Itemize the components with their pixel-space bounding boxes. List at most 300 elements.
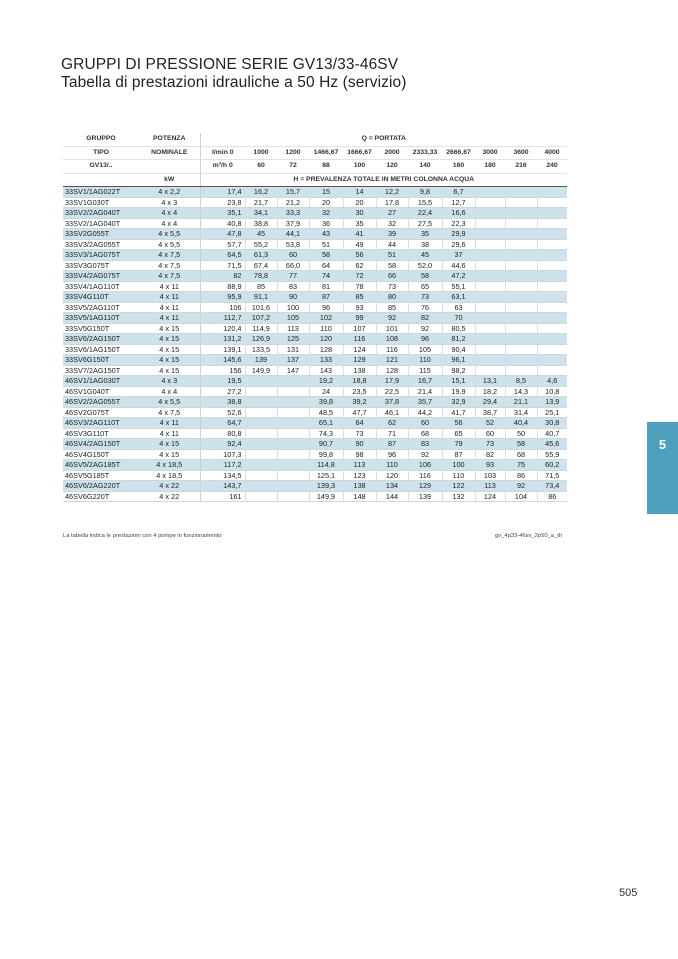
head-value-cell: 128 xyxy=(309,344,343,355)
power-cell: 4 x 11 xyxy=(139,313,200,324)
head-value-cell: 106 xyxy=(408,460,442,471)
head-value-cell: 24 xyxy=(309,386,343,397)
head-value-cell: 102 xyxy=(309,313,343,324)
power-cell: 4 x 15 xyxy=(139,355,200,366)
head-value-cell xyxy=(277,439,309,450)
head-value-cell: 21,4 xyxy=(408,386,442,397)
table-row xyxy=(63,481,567,492)
head-value-cell xyxy=(475,323,505,334)
header-flow-m3h: 240 xyxy=(537,160,567,174)
power-cell: 4 x 15 xyxy=(139,365,200,376)
header-unit-m3h: m³/h 0 xyxy=(200,160,245,174)
head-value-cell: 68 xyxy=(408,428,442,439)
header-flow-m3h: 100 xyxy=(343,160,376,174)
head-value-cell xyxy=(245,491,277,502)
head-value-cell: 15,5 xyxy=(408,197,442,208)
head-value-cell xyxy=(475,355,505,366)
head-at-zero-cell: 38,8 xyxy=(200,397,245,408)
head-value-cell: 32 xyxy=(376,218,408,229)
power-cell: 4 x 7,5 xyxy=(139,407,200,418)
head-value-cell: 15,7 xyxy=(277,187,309,198)
model-cell: 33SV2G055T xyxy=(63,229,139,240)
head-value-cell: 46,1 xyxy=(376,407,408,418)
header-flow-lmin: 3000 xyxy=(475,146,505,160)
model-cell: 33SV4G110T xyxy=(63,292,139,303)
head-value-cell: 31,4 xyxy=(505,407,537,418)
head-value-cell: 60 xyxy=(408,418,442,429)
head-value-cell: 61,3 xyxy=(245,250,277,261)
head-value-cell: 90,4 xyxy=(442,344,475,355)
head-value-cell xyxy=(505,323,537,334)
head-value-cell: 125 xyxy=(277,334,309,345)
head-value-cell: 65 xyxy=(408,281,442,292)
head-value-cell: 81,2 xyxy=(442,334,475,345)
head-value-cell: 66 xyxy=(376,271,408,282)
table-row xyxy=(63,418,567,429)
head-value-cell: 129 xyxy=(408,481,442,492)
head-value-cell: 96,1 xyxy=(442,355,475,366)
head-value-cell xyxy=(505,250,537,261)
head-value-cell: 125,1 xyxy=(309,470,343,481)
header-flow-m3h: 216 xyxy=(505,160,537,174)
table-row xyxy=(63,281,567,292)
head-value-cell xyxy=(277,386,309,397)
head-value-cell: 121 xyxy=(376,355,408,366)
head-value-cell xyxy=(245,449,277,460)
power-cell: 4 x 11 xyxy=(139,302,200,313)
power-cell: 4 x 22 xyxy=(139,481,200,492)
model-cell: 46SV1/1AG030T xyxy=(63,376,139,387)
head-value-cell: 21,1 xyxy=(505,397,537,408)
head-value-cell: 110 xyxy=(442,470,475,481)
head-value-cell xyxy=(537,260,567,271)
model-cell: 46SV3G110T xyxy=(63,428,139,439)
header-flow-m3h: 180 xyxy=(475,160,505,174)
power-cell: 4 x 11 xyxy=(139,428,200,439)
head-value-cell: 93 xyxy=(343,302,376,313)
head-at-zero-cell: 19,5 xyxy=(200,376,245,387)
head-value-cell xyxy=(475,344,505,355)
head-value-cell: 101,6 xyxy=(245,302,277,313)
head-value-cell: 62 xyxy=(376,418,408,429)
table-row xyxy=(63,365,567,376)
head-value-cell: 39,2 xyxy=(343,397,376,408)
head-value-cell: 114,9 xyxy=(245,323,277,334)
head-value-cell: 104 xyxy=(505,491,537,502)
head-value-cell: 15,1 xyxy=(442,376,475,387)
head-value-cell xyxy=(475,271,505,282)
head-at-zero-cell: 40,8 xyxy=(200,218,245,229)
head-value-cell: 56 xyxy=(442,418,475,429)
head-value-cell xyxy=(537,281,567,292)
table-row xyxy=(63,250,567,261)
head-value-cell: 45,6 xyxy=(537,439,567,450)
head-at-zero-cell: 161 xyxy=(200,491,245,502)
head-value-cell: 87 xyxy=(442,449,475,460)
header-kw: kW xyxy=(139,173,200,187)
table-header-row-4 xyxy=(63,173,567,187)
power-cell: 4 x 3 xyxy=(139,376,200,387)
head-value-cell: 90,7 xyxy=(309,439,343,450)
head-value-cell: 37,9 xyxy=(277,218,309,229)
head-value-cell xyxy=(245,376,277,387)
power-cell: 4 x 7,5 xyxy=(139,271,200,282)
head-value-cell xyxy=(505,197,537,208)
header-flow-m3h: 120 xyxy=(376,160,408,174)
head-value-cell xyxy=(277,460,309,471)
head-value-cell: 15 xyxy=(309,187,343,198)
head-value-cell: 110 xyxy=(309,323,343,334)
head-value-cell: 52,0 xyxy=(408,260,442,271)
table-row xyxy=(63,428,567,439)
head-value-cell: 62 xyxy=(343,260,376,271)
head-value-cell: 19,2 xyxy=(309,376,343,387)
power-cell: 4 x 11 xyxy=(139,281,200,292)
head-value-cell: 58 xyxy=(309,250,343,261)
head-at-zero-cell: 64,5 xyxy=(200,250,245,261)
header-flow-m3h: 160 xyxy=(442,160,475,174)
head-value-cell: 14,3 xyxy=(505,386,537,397)
head-value-cell: 77 xyxy=(277,271,309,282)
head-at-zero-cell: 112,7 xyxy=(200,313,245,324)
head-at-zero-cell: 23,8 xyxy=(200,197,245,208)
head-value-cell: 17,8 xyxy=(376,197,408,208)
table-row xyxy=(63,355,567,366)
power-cell: 4 x 5,5 xyxy=(139,239,200,250)
head-value-cell: 63,1 xyxy=(442,292,475,303)
head-value-cell: 99 xyxy=(343,313,376,324)
power-cell: 4 x 15 xyxy=(139,439,200,450)
head-value-cell: 44,2 xyxy=(408,407,442,418)
head-value-cell: 45 xyxy=(245,229,277,240)
power-cell: 4 x 18,5 xyxy=(139,470,200,481)
head-value-cell: 47,7 xyxy=(343,407,376,418)
head-value-cell: 148 xyxy=(343,491,376,502)
head-value-cell: 60 xyxy=(277,250,309,261)
head-at-zero-cell: 95,9 xyxy=(200,292,245,303)
page-title: GRUPPI DI PRESSIONE SERIE GV13/33-46SV xyxy=(61,56,399,73)
head-at-zero-cell: 52,6 xyxy=(200,407,245,418)
head-value-cell xyxy=(505,229,537,240)
header-flow-lmin: 2000 xyxy=(376,146,408,160)
head-at-zero-cell: 92,4 xyxy=(200,439,245,450)
head-value-cell: 58 xyxy=(408,271,442,282)
head-value-cell: 68 xyxy=(505,449,537,460)
head-value-cell: 38,7 xyxy=(475,407,505,418)
head-value-cell xyxy=(277,407,309,418)
head-value-cell: 139 xyxy=(245,355,277,366)
head-value-cell: 72 xyxy=(343,271,376,282)
head-value-cell: 103 xyxy=(475,470,505,481)
head-value-cell xyxy=(475,302,505,313)
power-cell: 4 x 15 xyxy=(139,344,200,355)
model-cell: 46SV2/2AG055T xyxy=(63,397,139,408)
head-value-cell: 25,1 xyxy=(537,407,567,418)
model-cell: 33SV2/1AG040T xyxy=(63,218,139,229)
head-value-cell: 73 xyxy=(475,439,505,450)
table-row xyxy=(63,460,567,471)
head-value-cell xyxy=(277,376,309,387)
head-value-cell xyxy=(537,323,567,334)
head-value-cell: 129 xyxy=(343,355,376,366)
head-value-cell xyxy=(475,208,505,219)
head-value-cell: 78 xyxy=(343,281,376,292)
head-value-cell xyxy=(475,334,505,345)
head-value-cell: 12,7 xyxy=(442,197,475,208)
head-value-cell: 86 xyxy=(537,491,567,502)
head-value-cell: 38,8 xyxy=(245,218,277,229)
head-value-cell xyxy=(245,418,277,429)
head-value-cell: 85 xyxy=(343,292,376,303)
head-value-cell: 133,5 xyxy=(245,344,277,355)
head-value-cell: 90 xyxy=(343,439,376,450)
model-cell: 33SV5/1AG110T xyxy=(63,313,139,324)
head-at-zero-cell: 27,2 xyxy=(200,386,245,397)
head-value-cell: 139 xyxy=(408,491,442,502)
head-value-cell: 86 xyxy=(505,470,537,481)
power-cell: 4 x 22 xyxy=(139,491,200,502)
head-value-cell: 82 xyxy=(408,313,442,324)
head-value-cell: 67,4 xyxy=(245,260,277,271)
head-value-cell xyxy=(505,281,537,292)
head-value-cell: 83 xyxy=(408,439,442,450)
head-at-zero-cell: 143,7 xyxy=(200,481,245,492)
head-value-cell: 4,6 xyxy=(537,376,567,387)
model-cell: 33SV1/1AG022T xyxy=(63,187,139,198)
head-at-zero-cell: 82 xyxy=(200,271,245,282)
head-value-cell: 116 xyxy=(343,334,376,345)
head-value-cell: 58 xyxy=(376,260,408,271)
header-flow-lmin: 1466,67 xyxy=(309,146,343,160)
power-cell: 4 x 15 xyxy=(139,334,200,345)
header-flow-m3h: 72 xyxy=(277,160,309,174)
head-value-cell xyxy=(537,313,567,324)
section-tab-number: 5 xyxy=(658,437,667,452)
model-cell: 46SV3/2AG110T xyxy=(63,418,139,429)
header-flow-lmin: 1000 xyxy=(245,146,277,160)
model-cell: 46SV2G075T xyxy=(63,407,139,418)
head-value-cell: 45 xyxy=(408,250,442,261)
head-at-zero-cell: 71,5 xyxy=(200,260,245,271)
head-value-cell xyxy=(245,439,277,450)
model-cell: 33SV3G075T xyxy=(63,260,139,271)
head-at-zero-cell: 64,7 xyxy=(200,418,245,429)
header-flow-lmin: 4000 xyxy=(537,146,567,160)
model-cell: 46SV6/2AG220T xyxy=(63,481,139,492)
head-value-cell xyxy=(537,292,567,303)
head-value-cell: 124 xyxy=(343,344,376,355)
head-value-cell: 87 xyxy=(376,439,408,450)
head-value-cell xyxy=(475,229,505,240)
head-value-cell: 12,2 xyxy=(376,187,408,198)
head-at-zero-cell: 106 xyxy=(200,302,245,313)
table-row xyxy=(63,229,567,240)
head-value-cell: 98 xyxy=(343,449,376,460)
power-cell: 4 x 4 xyxy=(139,208,200,219)
head-value-cell xyxy=(505,271,537,282)
head-value-cell: 8,5 xyxy=(505,376,537,387)
head-value-cell: 21,2 xyxy=(277,197,309,208)
head-value-cell: 92 xyxy=(376,313,408,324)
head-value-cell: 92 xyxy=(408,323,442,334)
table-row xyxy=(63,292,567,303)
head-at-zero-cell: 131,2 xyxy=(200,334,245,345)
head-value-cell xyxy=(505,260,537,271)
header-q-portata: Q = PORTATA xyxy=(200,133,567,146)
head-value-cell: 74 xyxy=(309,271,343,282)
head-value-cell xyxy=(475,313,505,324)
head-value-cell: 110 xyxy=(408,355,442,366)
head-value-cell: 70 xyxy=(442,313,475,324)
head-value-cell xyxy=(277,470,309,481)
head-value-cell: 73 xyxy=(343,428,376,439)
section-tab xyxy=(647,422,678,514)
head-value-cell xyxy=(537,302,567,313)
head-value-cell: 64 xyxy=(343,418,376,429)
head-value-cell: 16,6 xyxy=(442,208,475,219)
head-value-cell: 71 xyxy=(376,428,408,439)
head-value-cell: 114,8 xyxy=(309,460,343,471)
head-value-cell xyxy=(475,197,505,208)
head-value-cell: 71,5 xyxy=(537,470,567,481)
head-value-cell xyxy=(277,491,309,502)
head-value-cell: 44,6 xyxy=(442,260,475,271)
head-value-cell xyxy=(537,229,567,240)
head-value-cell: 110 xyxy=(376,460,408,471)
head-value-cell xyxy=(505,313,537,324)
model-cell: 33SV6/2AG150T xyxy=(63,334,139,345)
head-at-zero-cell: 117,2 xyxy=(200,460,245,471)
head-value-cell xyxy=(505,334,537,345)
head-value-cell xyxy=(277,397,309,408)
head-value-cell: 98,2 xyxy=(442,365,475,376)
head-value-cell xyxy=(475,281,505,292)
model-cell: 46SV6G220T xyxy=(63,491,139,502)
model-cell: 33SV7/2AG150T xyxy=(63,365,139,376)
power-cell: 4 x 3 xyxy=(139,197,200,208)
head-value-cell: 74,3 xyxy=(309,428,343,439)
table-row xyxy=(63,197,567,208)
head-at-zero-cell: 17,4 xyxy=(200,187,245,198)
head-value-cell: 96 xyxy=(408,334,442,345)
head-value-cell xyxy=(505,355,537,366)
head-value-cell: 87 xyxy=(309,292,343,303)
table-row xyxy=(63,271,567,282)
head-value-cell: 92 xyxy=(505,481,537,492)
model-cell: 33SV5G150T xyxy=(63,323,139,334)
head-value-cell: 115 xyxy=(408,365,442,376)
header-prevalenza: H = PREVALENZA TOTALE IN METRI COLONNA ACQUA xyxy=(200,173,567,187)
table-header-row-3 xyxy=(63,160,567,174)
head-value-cell: 20 xyxy=(309,197,343,208)
head-value-cell xyxy=(245,428,277,439)
head-value-cell: 48,5 xyxy=(309,407,343,418)
head-value-cell xyxy=(505,239,537,250)
head-value-cell: 147 xyxy=(277,365,309,376)
table-row xyxy=(63,439,567,450)
head-value-cell xyxy=(537,250,567,261)
head-value-cell: 113 xyxy=(475,481,505,492)
head-value-cell: 60 xyxy=(475,428,505,439)
head-value-cell: 139,3 xyxy=(309,481,343,492)
head-value-cell: 43 xyxy=(309,229,343,240)
header-empty xyxy=(63,173,139,187)
head-value-cell: 63 xyxy=(442,302,475,313)
head-at-zero-cell: 47,8 xyxy=(200,229,245,240)
head-value-cell xyxy=(537,197,567,208)
head-value-cell xyxy=(245,470,277,481)
power-cell: 4 x 7,5 xyxy=(139,250,200,261)
head-value-cell: 64 xyxy=(309,260,343,271)
head-value-cell xyxy=(537,344,567,355)
performance-table xyxy=(63,133,567,502)
head-value-cell: 18,8 xyxy=(343,376,376,387)
head-value-cell: 51 xyxy=(309,239,343,250)
head-at-zero-cell: 120,4 xyxy=(200,323,245,334)
table-row xyxy=(63,376,567,387)
head-value-cell: 78,8 xyxy=(245,271,277,282)
header-potenza: POTENZA xyxy=(139,133,200,146)
head-value-cell: 131 xyxy=(277,344,309,355)
table-row xyxy=(63,397,567,408)
head-value-cell: 85 xyxy=(376,302,408,313)
head-value-cell: 9,8 xyxy=(408,187,442,198)
head-value-cell: 60,2 xyxy=(537,460,567,471)
head-value-cell xyxy=(475,365,505,376)
head-value-cell: 19,9 xyxy=(442,386,475,397)
head-value-cell: 22,5 xyxy=(376,386,408,397)
page-subtitle: Tabella di prestazioni idrauliche a 50 Hz (servizio) xyxy=(61,74,407,91)
head-at-zero-cell: 88,9 xyxy=(200,281,245,292)
head-value-cell: 101 xyxy=(376,323,408,334)
head-value-cell: 44,1 xyxy=(277,229,309,240)
head-value-cell xyxy=(277,449,309,460)
head-value-cell: 73 xyxy=(376,281,408,292)
head-value-cell xyxy=(475,260,505,271)
head-value-cell: 35,7 xyxy=(408,397,442,408)
head-value-cell: 133 xyxy=(309,355,343,366)
table-reference-code: gv_4p33-46sv_2p50_a_th xyxy=(495,533,563,539)
head-value-cell: 55,1 xyxy=(442,281,475,292)
head-at-zero-cell: 145,6 xyxy=(200,355,245,366)
head-value-cell xyxy=(505,365,537,376)
head-value-cell: 90 xyxy=(277,292,309,303)
head-value-cell: 143 xyxy=(309,365,343,376)
table-row xyxy=(63,302,567,313)
head-value-cell: 55,2 xyxy=(245,239,277,250)
head-value-cell: 149,9 xyxy=(245,365,277,376)
page-number: 505 xyxy=(619,887,638,899)
head-value-cell xyxy=(475,250,505,261)
model-cell: 33SV2/2AG040T xyxy=(63,208,139,219)
head-value-cell: 53,8 xyxy=(277,239,309,250)
head-value-cell: 100 xyxy=(442,460,475,471)
power-cell: 4 x 2,2 xyxy=(139,187,200,198)
head-value-cell: 14 xyxy=(343,187,376,198)
head-value-cell xyxy=(475,218,505,229)
power-cell: 4 x 7,5 xyxy=(139,260,200,271)
head-value-cell: 18,2 xyxy=(475,386,505,397)
head-value-cell: 39,8 xyxy=(309,397,343,408)
head-value-cell: 16,2 xyxy=(245,187,277,198)
model-cell: 46SV5G185T xyxy=(63,470,139,481)
head-value-cell: 39 xyxy=(376,229,408,240)
head-value-cell: 107 xyxy=(343,323,376,334)
head-value-cell: 91,1 xyxy=(245,292,277,303)
header-flow-lmin: 1200 xyxy=(277,146,309,160)
head-value-cell: 96 xyxy=(376,449,408,460)
head-value-cell xyxy=(505,218,537,229)
